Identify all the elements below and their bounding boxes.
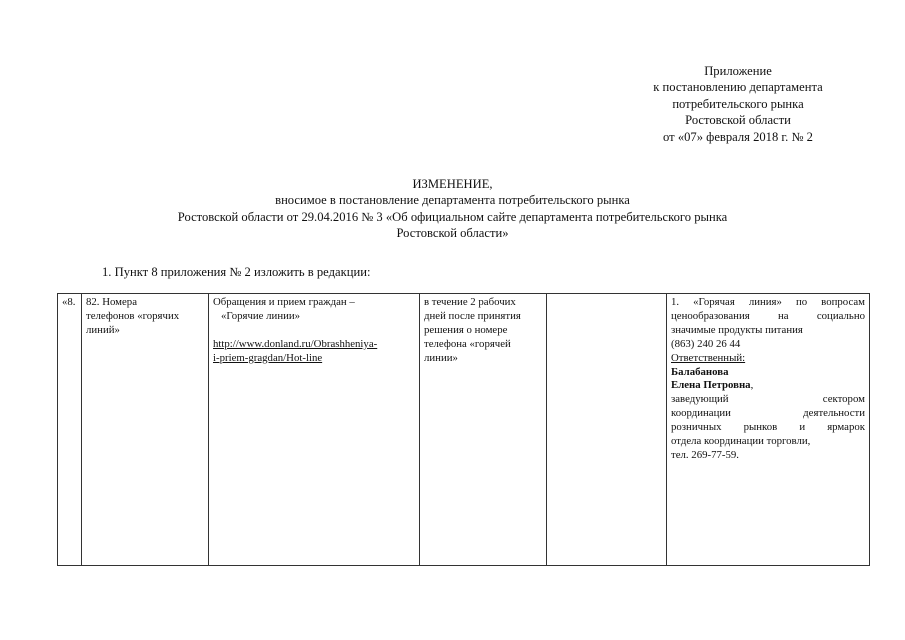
cell-line: значимые продукты питания (671, 323, 803, 336)
document-title (40, 176, 865, 242)
title-line: Ростовской области» (396, 226, 509, 241)
cell-empty (547, 294, 667, 566)
link-line[interactable]: http://www.donland.ru/Obrashheniya- (213, 337, 378, 350)
item-number: «8. (62, 296, 76, 308)
cell-line: линии» (424, 351, 458, 364)
title-line: вносимое в постановление департамента потребительского рынка (275, 193, 630, 208)
cell-content (209, 294, 420, 566)
appendix-header (600, 63, 876, 145)
link-line[interactable]: i-priem-gragdan/Hot-line (213, 351, 323, 364)
cell-line: решения о номере (424, 323, 508, 336)
cell-line: розничных рынков и ярмарок (671, 421, 865, 434)
responsible-surname: Балабанова (671, 365, 729, 378)
appendix-line: Приложение (704, 64, 772, 78)
hotline-link[interactable] (213, 338, 415, 366)
title-heading: ИЗМЕНЕНИЕ, (412, 177, 493, 191)
responsible-given-names: Елена Петровна (671, 379, 751, 392)
cell-line: Обращения и прием граждан – (213, 296, 355, 308)
appendix-line: потребительского рынка (672, 96, 804, 111)
cell-line: ценообразования на социально (671, 309, 865, 322)
cell-deadline (420, 294, 547, 566)
title-line: Ростовской области от 29.04.2016 № 3 «Об официальном сайте департамента потребительского рынка (177, 209, 728, 224)
responsible-label: Ответственный: (671, 351, 746, 364)
cell-line: в течение 2 рабочих (424, 296, 516, 308)
cell-responsible (667, 294, 870, 566)
cell-line: «Горячие линии» (221, 309, 301, 322)
cell-line: дней после принятия (424, 309, 521, 322)
appendix-line: к постановлению департамента (653, 80, 823, 95)
cell-line: телефона «горячей (424, 337, 511, 350)
responsible-name-line: Елена Петровна, (671, 379, 754, 392)
cell-line: (863) 240 26 44 (671, 337, 741, 350)
cell-number (58, 294, 82, 566)
cell-line: линий» (86, 323, 120, 336)
table-row (58, 294, 870, 566)
cell-line: 82. Номера (86, 296, 138, 308)
cell-line: телефонов «горячих (86, 309, 180, 322)
cell-line: 1. «Горячая линия» по вопросам (671, 296, 865, 308)
cell-line: заведующий сектором (671, 393, 865, 406)
appendix-line: Ростовской области (685, 113, 791, 128)
appendix-line: от «07» февраля 2018 г. № 2 (663, 129, 813, 144)
cell-line: тел. 269-77-59. (671, 448, 739, 461)
cell-name (82, 294, 209, 566)
cell-line: координации деятельности (671, 407, 865, 420)
cell-line: отдела координации торговли, (671, 435, 811, 448)
intro-paragraph: 1. Пункт 8 приложения № 2 изложить в редакции: (102, 265, 371, 279)
amendment-table (57, 293, 870, 566)
